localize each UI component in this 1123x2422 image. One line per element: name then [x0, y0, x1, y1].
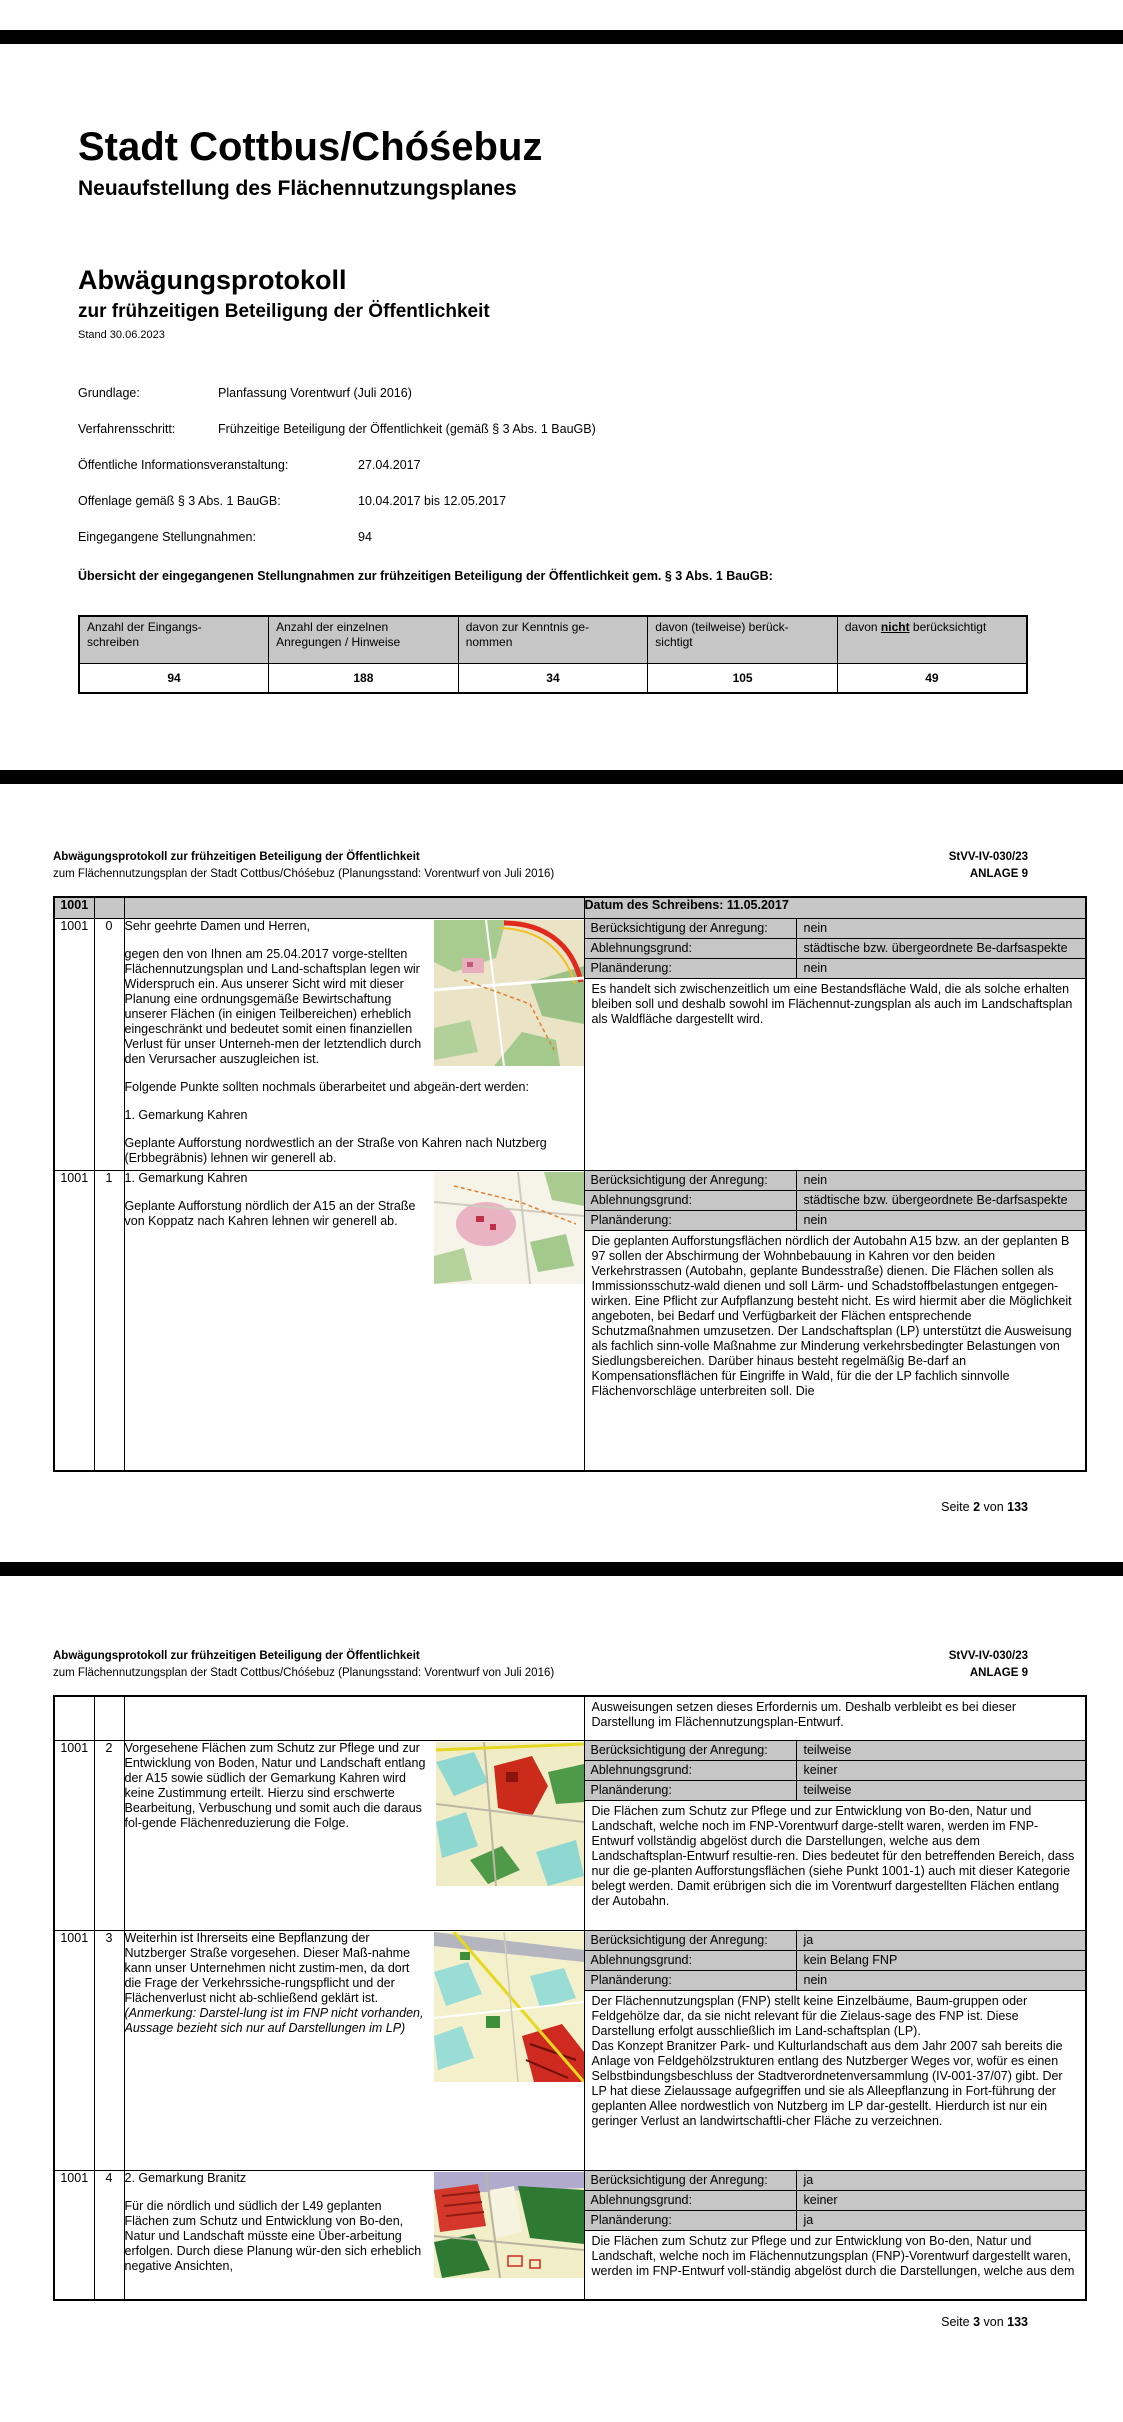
header-text: schreiben — [87, 635, 140, 649]
consideration-label: Berücksichtigung der Anregung: — [585, 1171, 797, 1190]
plan-change-value: ja — [803, 2212, 814, 2227]
page-footer — [53, 1500, 1028, 1514]
protocol-subheading: zur frühzeitigen Beteiligung der Öffentlichkeit — [78, 301, 490, 322]
statement-paragraph: Geplante Aufforstung nordwestlich an der Straße von Kahren nach Nutzberg (Erbbegräbnis) lehnen wir generell ab. — [124, 1136, 547, 1165]
response-text — [585, 1801, 1086, 1913]
rejection-row — [585, 1761, 1086, 1781]
map-thumbnail-nutzberger-strasse — [434, 1932, 584, 2082]
statement-paragraph: Für die nördlich und südlich der L49 geplanten Flächen zum Schutz und Entwicklung von Bo-den, Natur und Landschaft müsste eine Über-arbeitung erfolgen. Durch diese Planung wür-den sich erheblich negative Ansichten, — [124, 2198, 422, 2273]
page-number: 3 — [973, 2315, 981, 2329]
header-text-emphasized: nicht — [880, 620, 910, 634]
statement-paragraph: Sehr geehrte Damen und Herren, — [124, 919, 311, 933]
plan-change-row — [585, 2211, 1086, 2231]
statement-paragraph: Folgende Punkte sollten nochmals überarbeitet und abgeän-dert werden: — [124, 1080, 529, 1094]
header-text: davon (teilweise) berück- — [655, 620, 789, 634]
version-date: Stand 30.06.2023 — [78, 329, 165, 341]
plan-change-row — [585, 1971, 1086, 1991]
consideration-value: teilweise — [803, 1742, 852, 1757]
entry-id: 1001 — [54, 2170, 94, 2300]
meta-value: Frühzeitige Beteiligung der Öffentlichkeit (gemäß § 3 Abs. 1 BauGB) — [218, 422, 596, 436]
response-paragraph: Die geplanten Aufforstungsflächen nördlich der Autobahn A15 bzw. an der geplanten B 97 sollen der Abschirmung der Wohnbebauung in Kahren vor den beiden Verkehrstrassen (Autobahn, geplante Bundesstraße) dienen. Die Flächen sollen als Immissionsschutz-wald dienen und soll Lärm- und Schadstoffbelastungen entgegen-wirken. Eine Pflicht zur Aufpflanzung besteht nicht. Es wird hiermit aber die Möglichkeit angeboten, bei Bedarf und Verfügbarkeit der Flächen entsprechende Schutzmaßnahmen umzusetzen. Der Landschaftsplan (LP) unterstützt die Ausweisung als fachlich sinn-volle Maßnahme zur Minderung verkehrsbedingter Belastungen von Siedlungsbereichen. Darüber hinaus besteht regelmäßig Be-darf an Kompensationsflächen für Eingriffe in Wald, für die der LP fachlich sinnvolle Flächenvorschläge unterbreiten soll. Die — [591, 1234, 1072, 1398]
summary-value-cell: 188 — [269, 664, 459, 694]
header-text: sichtigt — [655, 635, 693, 649]
assessment-cell — [584, 1930, 1086, 2170]
meta-label: Grundlage: — [78, 386, 140, 400]
entry-id: 1001 — [54, 919, 94, 1171]
page-total: 133 — [1007, 2315, 1028, 2329]
header-text: berücksichtigt — [909, 620, 987, 634]
response-continuation-cell — [584, 1696, 1086, 1740]
protocol-row-1001-4 — [54, 2170, 1086, 2300]
empty-cell — [54, 1696, 94, 1740]
consideration-label: Berücksichtigung der Anregung: — [585, 919, 797, 938]
plan-change-label: Planänderung: — [585, 1211, 797, 1230]
consideration-label: Berücksichtigung der Anregung: — [585, 1741, 797, 1760]
rejection-value: städtische bzw. übergeordnete Be-darfsaspekte — [803, 1193, 1068, 1207]
protocol-heading: Abwägungsprotokoll — [78, 265, 347, 295]
response-paragraph: Der Flächennutzungsplan (FNP) stellt keine Einzelbäume, Baum-gruppen oder Feldgehölze dar, da sie nicht relevant für die Zielaus-sage des FNP ist. Diese Darstellung erfolgt ausschließlich im Land-schaftsplan (LP). — [591, 1993, 1028, 2038]
page-header-title: Abwägungsprotokoll zur frühzeitigen Beteiligung der Öffentlichkeit — [53, 1650, 420, 1662]
rejection-value: keiner — [803, 1762, 838, 1777]
document-title: Stadt Cottbus/Chóśebuz — [78, 125, 543, 169]
page-footer — [53, 2315, 1028, 2329]
footer-text: von — [980, 1499, 1008, 1514]
assessment-cell — [584, 919, 1086, 1171]
protocol-table — [53, 1695, 1087, 2301]
response-text — [585, 1231, 1086, 1403]
plan-change-value: teilweise — [803, 1782, 852, 1797]
summary-header-cell — [79, 616, 269, 664]
statement-paragraph: 1. Gemarkung Kahren — [124, 1108, 248, 1122]
entry-sub-number: 3 — [94, 1930, 124, 2170]
consideration-row — [585, 2171, 1086, 2191]
map-thumbnail-a15-kahren — [436, 1742, 584, 1886]
empty-cell — [94, 897, 124, 919]
continuation-row — [54, 1696, 1086, 1740]
statement-paragraph: 1. Gemarkung Kahren — [124, 1171, 248, 1185]
page-separator-bar — [0, 30, 1123, 44]
response-text — [585, 1991, 1086, 2133]
plan-change-label: Planänderung: — [585, 2211, 797, 2230]
consideration-value: nein — [803, 921, 828, 935]
entry-id: 1001 — [54, 1740, 94, 1930]
page-header-right — [949, 1648, 1028, 1682]
meta-label: Eingegangene Stellungnahmen: — [78, 530, 256, 544]
statement-cell — [124, 1930, 584, 2170]
document-number: StVV-IV-030/23 — [948, 851, 1028, 863]
plan-change-label: Planänderung: — [585, 1971, 797, 1990]
plan-change-row — [585, 959, 1086, 979]
header-text: davon zur Kenntnis ge- — [465, 620, 590, 634]
consideration-label: Berücksichtigung der Anregung: — [585, 2171, 797, 2190]
meta-label: Verfahrensschritt: — [78, 422, 176, 436]
statement-cell — [124, 1740, 584, 1930]
summary-table — [78, 615, 1028, 694]
map-thumbnail-kahren-nutzberg — [434, 920, 584, 1066]
statement-paragraph: 2. Gemarkung Branitz — [124, 2170, 247, 2185]
document-subtitle: Neuaufstellung des Flächennutzungsplanes — [78, 177, 517, 200]
meta-row-stellungnahmen — [78, 530, 1078, 545]
protocol-row-1001-1 — [54, 1171, 1086, 1471]
consideration-row — [585, 1931, 1086, 1951]
protocol-table — [53, 896, 1087, 1472]
rejection-row — [585, 939, 1086, 959]
group-header-row — [54, 897, 1086, 919]
summary-header-cell — [458, 616, 648, 664]
meta-value: 94 — [358, 530, 372, 544]
summary-values-row — [79, 664, 1027, 694]
header-text: Anzahl der Eingangs- — [87, 620, 202, 634]
rejection-value: kein Belang FNP — [803, 1952, 898, 1967]
title-page — [0, 44, 1123, 770]
statement-paragraph: gegen den von Ihnen am 25.04.2017 vorge-stellten Flächennutzungsplan und Land-schaftsplan legen wir Widerspruch ein. Aus unserer Sicht wird mit dieser Planung eine ordnungsgemäße Bewirtschaftung unserer Flächen (in einigen Teilbereichen) erheblich eingeschränkt und bedeutet somit einen finanziellen Verlust für unser Unterneh-men der letztendlich durch den Verursacher auszugleichen ist. — [124, 947, 422, 1066]
header-text: Anzahl der einzelnen — [276, 620, 389, 634]
response-continuation-text: Ausweisungen setzen dieses Erfordernis um. Deshalb verbleibt es bei dieser Darstellung im Flächennutzungsplan-Entwurf. — [591, 1700, 1017, 1729]
page-separator-bar — [0, 1562, 1123, 1576]
statement-cell — [124, 1171, 584, 1471]
page-number: 2 — [973, 1499, 981, 1514]
protocol-row-1001-0 — [54, 919, 1086, 1171]
entry-sub-number: 0 — [94, 919, 124, 1171]
statement-text: Weiterhin ist Ihrerseits eine Bepflanzung der Nutzberger Straße vorgesehen. Dieser Maß-nahme kann unser Unternehmen nicht zustim-men, da dort die Frage der Verkehrssiche-rungspflicht und der Flächenverlust nicht ab-schließend geklärt ist. — [124, 1930, 411, 2005]
meta-row-grundlage — [78, 386, 1078, 401]
meta-label: Offenlage gemäß § 3 Abs. 1 BauGB: — [78, 494, 281, 508]
rejection-label: Ablehnungsgrund: — [585, 1951, 797, 1970]
assessment-cell — [584, 1740, 1086, 1930]
page-header — [53, 849, 1028, 883]
page-total: 133 — [1007, 1499, 1028, 1514]
rejection-row — [585, 1951, 1086, 1971]
consideration-row — [585, 1171, 1086, 1191]
rejection-row — [585, 1191, 1086, 1211]
footer-text: Seite — [941, 2315, 974, 2329]
page-header-title: Abwägungsprotokoll zur frühzeitigen Beteiligung der Öffentlichkeit — [53, 851, 420, 863]
protocol-row-1001-2 — [54, 1740, 1086, 1930]
response-text — [585, 2231, 1086, 2283]
summary-header-cell — [837, 616, 1027, 664]
response-paragraph: Es handelt sich zwischenzeitlich um eine Bestandsfläche Wald, die als solche erhalten bleiben soll und deshalb sowohl im Flächennut-zungsplan als auch im Landschaftsplan als Waldfläche dargestellt wird. — [591, 982, 1073, 1026]
annex-label: ANLAGE 9 — [969, 868, 1028, 880]
rejection-label: Ablehnungsgrund: — [585, 939, 797, 958]
summary-value-cell: 105 — [648, 664, 838, 694]
consideration-row — [585, 919, 1086, 939]
metadata-block — [78, 386, 1078, 545]
meta-value: 10.04.2017 bis 12.05.2017 — [358, 494, 507, 508]
response-paragraph: Das Konzept Branitzer Park- und Kulturlandschaft aus dem Jahr 2007 sah bereits die Anlage von Feldgehölzstrukturen entlang des Nutzberger Weges vor, wofür es einen Selbstbindungsbeschluss der Stadtverordnetenversammlung (IV-001-37/07) gibt. Der LP hat diese Zielaussage aufgegriffen und sie als Alleepflanzung in Fort-führung der geplanten Allee nordwestlich von Nutzberg im LP dar-gestellt. Hierdurch ist nur ein geringer Verlust an landwirtschaftli-cher Fläche zu verzeichnen. — [591, 2038, 1063, 2128]
meta-row-offenlage — [78, 494, 1078, 509]
assessment-cell — [584, 2170, 1086, 2300]
statement-cell — [124, 2170, 584, 2300]
rejection-value: keiner — [803, 2192, 838, 2207]
response-paragraph: Die Flächen zum Schutz zur Pflege und zur Entwicklung von Bo-den, Natur und Landschaft, welche noch im FNP-Vorentwurf darge-stellt waren, werden im FNP-Entwurf vollständig abgelöst durch die Darstellungen, welche aus dem Landschaftsplan-Entwurf resultie-ren. Dies bedeutet für den betreffenden Bereich, dass nur die ge-planten Aufforstungsflächen (siehe Punkt 1001-1) auch mit dieser Kategorie belegt werden. Damit erübrigen sich die im Vorentwurf dargestellten Flächen entlang der Autobahn. — [591, 1803, 1075, 1908]
consideration-value: ja — [803, 2172, 814, 2187]
statement-cell — [124, 919, 584, 1171]
page-separator-bar — [0, 770, 1123, 784]
rejection-row — [585, 2191, 1086, 2211]
entry-sub-number: 4 — [94, 2170, 124, 2300]
page-header-left — [53, 849, 554, 883]
rejection-label: Ablehnungsgrund: — [585, 1761, 797, 1780]
footer-text: Seite — [941, 1499, 974, 1514]
plan-change-row — [585, 1781, 1086, 1801]
footer-text: von — [980, 2315, 1008, 2329]
annex-label: ANLAGE 9 — [969, 1667, 1028, 1679]
summary-header-cell — [269, 616, 459, 664]
entry-sub-number: 2 — [94, 1740, 124, 1930]
plan-change-label: Planänderung: — [585, 1781, 797, 1800]
statement-paragraph: Geplante Aufforstung nördlich der A15 an der Straße von Koppatz nach Kahren lehnen wir generell ab. — [124, 1199, 416, 1228]
rejection-label: Ablehnungsgrund: — [585, 2191, 797, 2210]
page-header-subtitle: zum Flächennutzungsplan der Stadt Cottbus/Chóśebuz (Planungsstand: Vorentwurf von Juli 2016) — [53, 1667, 555, 1679]
statement-paragraph: Vorgesehene Flächen zum Schutz zur Pflege und zur Entwicklung von Boden, Natur und Landschaft entlang der A15 sowie südlich der Gemarkung Kahren wird keine Zustimmung erteilt. Hierzu sind erschwerte Bearbeitung, Verbuschung und somit auch die daraus fol-gende Flächenreduzierung die Folge. — [124, 1740, 426, 1830]
summary-value-cell: 49 — [837, 664, 1027, 694]
entry-id: 1001 — [54, 1171, 94, 1471]
map-thumbnail-branitz-l49 — [434, 2172, 584, 2278]
group-id: 1001 — [54, 897, 94, 919]
assessment-cell — [584, 1171, 1086, 1471]
entry-id: 1001 — [54, 1930, 94, 2170]
entry-sub-number: 1 — [94, 1171, 124, 1471]
meta-value: Planfassung Vorentwurf (Juli 2016) — [218, 386, 412, 400]
map-thumbnail-koppatz-kahren — [434, 1172, 584, 1284]
empty-cell — [124, 897, 584, 919]
overview-heading: Übersicht der eingegangenen Stellungnahmen zur frühzeitigen Beteiligung der Öffentlichkeit gem. § 3 Abs. 1 BauGB: — [78, 569, 773, 583]
plan-change-value: nein — [803, 1213, 828, 1227]
meta-row-informationsveranstaltung — [78, 458, 1078, 473]
meta-label: Öffentliche Informationsveranstaltung: — [78, 458, 289, 472]
response-text — [585, 979, 1086, 1031]
protocol-page-3 — [0, 1576, 1123, 2392]
meta-row-verfahrensschritt — [78, 422, 1078, 437]
rejection-value: städtische bzw. übergeordnete Be-darfsaspekte — [803, 941, 1068, 955]
summary-header-row — [79, 616, 1027, 664]
header-text: nommen — [465, 635, 513, 649]
summary-header-cell — [648, 616, 838, 664]
page-header-left — [53, 1648, 554, 1682]
statement-note-italic: (Anmerkung: Darstel-lung ist im FNP nicht vorhanden, Aussage bezieht sich nur auf Darstellungen im LP) — [124, 2005, 424, 2035]
empty-cell — [124, 1696, 584, 1740]
consideration-value: nein — [803, 1173, 828, 1187]
consideration-row — [585, 1741, 1086, 1761]
header-text: Anregungen / Hinweise — [276, 635, 401, 649]
summary-value-cell: 34 — [458, 664, 648, 694]
plan-change-value: nein — [803, 961, 828, 975]
empty-cell — [94, 1696, 124, 1740]
page-header-subtitle: zum Flächennutzungsplan der Stadt Cottbus/Chóśebuz (Planungsstand: Vorentwurf von Juli 2016) — [53, 868, 555, 880]
plan-change-value: nein — [803, 1972, 828, 1987]
document-number: StVV-IV-030/23 — [948, 1650, 1028, 1662]
header-text: davon — [844, 620, 881, 634]
rejection-label: Ablehnungsgrund: — [585, 1191, 797, 1210]
plan-change-label: Planänderung: — [585, 959, 797, 978]
meta-value: 27.04.2017 — [358, 458, 421, 472]
letter-date-heading: Datum des Schreibens: 11.05.2017 — [584, 897, 1086, 919]
document-canvas — [0, 30, 1123, 2422]
response-paragraph: Die Flächen zum Schutz zur Pflege und zur Entwicklung von Bo-den, Natur und Landschaft, welche noch im Flächennutzungsplan (FNP)-Vorentwurf dargestellt waren, werden im FNP-Entwurf voll-ständig abgelöst durch die Darstellungen, welche aus dem — [591, 2233, 1075, 2278]
protocol-page-2 — [0, 784, 1123, 1562]
summary-value-cell: 94 — [79, 664, 269, 694]
page-header — [53, 1648, 1028, 1682]
consideration-label: Berücksichtigung der Anregung: — [585, 1931, 797, 1950]
protocol-row-1001-3 — [54, 1930, 1086, 2170]
plan-change-row — [585, 1211, 1086, 1231]
consideration-value: ja — [803, 1932, 814, 1947]
page-header-right — [949, 849, 1028, 883]
